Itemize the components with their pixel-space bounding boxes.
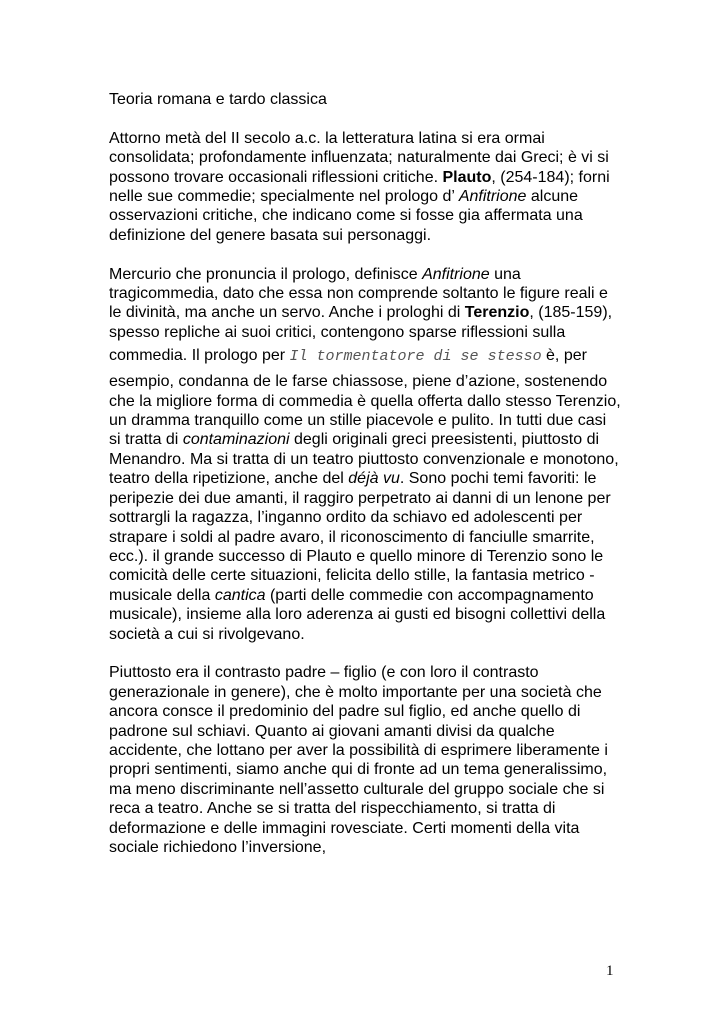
text-run: Mercurio che pronuncia il prologo, definisce xyxy=(109,265,423,283)
title-anfitrione: Anfitrione xyxy=(458,188,527,206)
text-run: . Sono pochi temi favoriti: le peripezie dei due amanti, il raggiro perpetrato ai danni di un lenone per sottrargli la ragazza, l’inganno ordito da schiavo ed adolescenti per strapare i soldi al padre avaro, il riconoscimento di fanciulle smarrite, ecc.). il grande successo di Plauto e quello minore di Terenzio sono le comicità delle certe situazioni, felicita dello stille, la fantasia metrico - musicale della xyxy=(109,470,611,604)
name-plauto: Plauto xyxy=(442,168,492,186)
text-run: (parti delle commedie con accompagnamento musicale), insieme alla loro aderenza ai gusti ed bisogni collettivi della società a cui si rivolgevano. xyxy=(109,586,606,643)
text-run: degli originali greci preesistenti, piuttosto di Menandro. Ma si tratta di un teatro piuttosto convenzionale e monotono, teatro della ripetizione, anche del xyxy=(109,431,619,488)
text-run: Attorno metà del II secolo a.c. la letteratura latina si era ormai consolidata; profondamente influenzata; naturalmente dai Greci; è vi si possono trovare occasionali riflessioni critiche. xyxy=(109,129,609,186)
page-number: 1 xyxy=(606,963,614,979)
text-run: una tragicommedia, dato che essa non comprende soltanto le figure reali e le divinità, ma anche un servo. Anche i prologhi di xyxy=(109,265,608,322)
paragraph-2 xyxy=(109,265,621,644)
term-contaminazioni: contaminazioni xyxy=(182,431,290,449)
text-run: è, per esempio, condanna de le farse chiassose, piene d’azione, sostenendo che la migliore forma di commedia è quella offerta dallo stesso Terenzio, un dramma tranquillo come un stille piacevole e pulito. In tutti due casi si tratta di xyxy=(109,347,621,449)
paragraph-3: Piuttosto era il contrasto padre – figlio (e con loro il contrasto generazionale in genere), che è molto importante per una società che ancora consce il predominio del padre sul figlio, ed anche quello di padrone sul schiavi. Quanto ai giovani amanti divisi da qualche accidente, che lottano per aver la possibilità di esprimere liberamente i propri sentimenti, siamo anche qui di fronte ad un tema generalissimo, ma meno discriminante nell’assetto culturale del gruppo sociale che si reca a teatro. Anche se si tratta del rispecchiamento, si tratta di deformazione e delle immagini rovesciate. Certi momenti della vita sociale richiedono l’inversione, xyxy=(109,664,608,856)
term-cantica: cantica xyxy=(214,586,266,604)
title-anfitrione: Anfitrione xyxy=(422,265,490,283)
document-body xyxy=(109,90,621,857)
text-run: , (185-159), spesso repliche ai suoi critici, contengono sparse riflessioni sulla commedia. Il prologo per xyxy=(109,304,613,365)
text-run: alcune osservazioni critiche, che indicano come si fosse gia affermata una definizione del genere basata sui personaggi. xyxy=(109,188,583,244)
term-deja-vu: déjà vu xyxy=(348,470,400,488)
title-tormentatore: Il tormentatore di se stesso xyxy=(289,348,542,366)
name-terenzio: Terenzio xyxy=(464,304,530,322)
text-run: , (254-184); forni nelle sue commedie; specialmente nel prologo d’ xyxy=(109,168,610,206)
paragraph-1 xyxy=(109,129,621,245)
document-title: Teoria romana e tardo classica xyxy=(109,91,327,108)
